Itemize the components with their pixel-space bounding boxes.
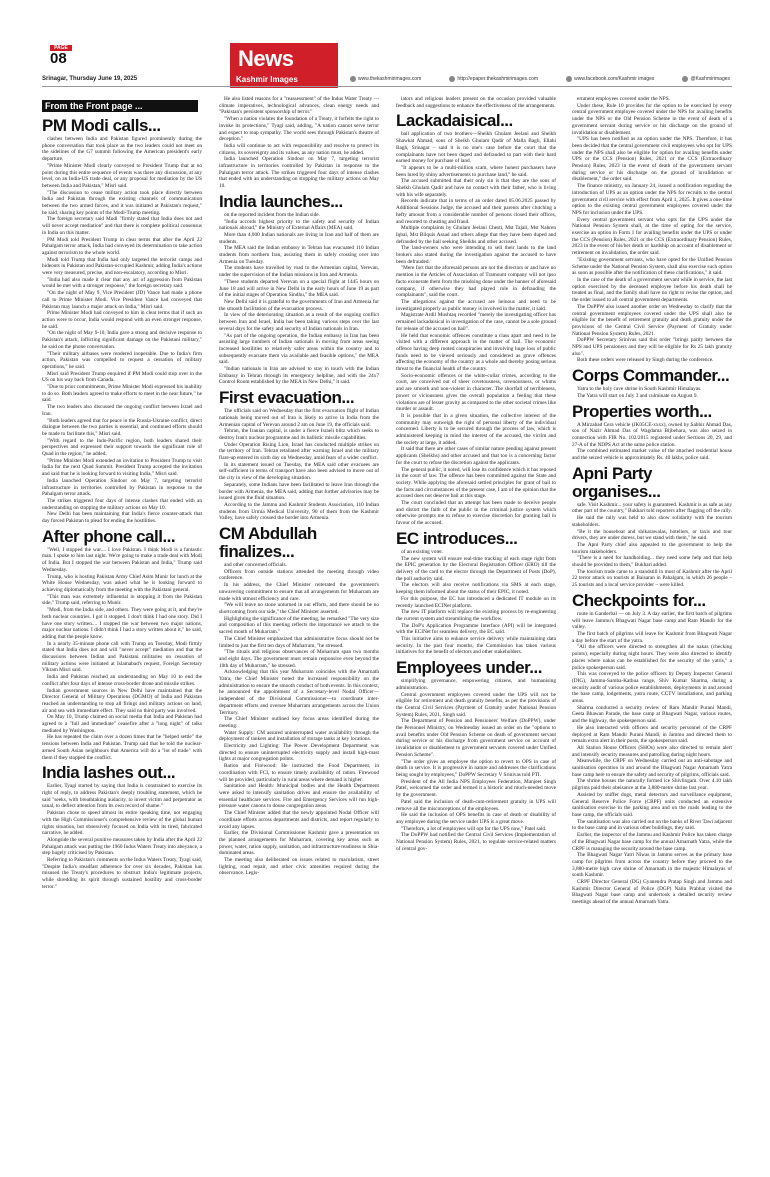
article-paragraph: India and Pakistan reached an understanding on May 10 to end the conflict after four days of intense cross-border drone and missile strikes.	[42, 674, 202, 687]
article-paragraph: "India accords highest priority to the safety and security of Indian nationals abroad," the Ministry of External Affairs (MEA) said.	[219, 218, 379, 232]
article-paragraph: "The discussion to cease military action took place directly between India and Pakistan through the existing channels of communication between the two armed forces, and it was initiated at Pakistan's request," he said, sharing key points of the Modi-Trump meeting.	[42, 189, 202, 216]
article-paragraph: He also interacted with officers and security personnel of the CRPF deployed at Ram Mandir Purani Mandi, in Jammu and directed them to remain extra alert in their posts, the spokesperson said.	[572, 724, 732, 745]
news-logo-subtitle: Kashmir Images	[236, 75, 298, 84]
article-paragraph: Officers from outside stations attended the meeting through video conference.	[219, 568, 379, 582]
article-paragraph: Yatra to the holy cave shrine in South Kashmir Himalayas.	[577, 386, 702, 393]
article-headline: First evacuation...	[219, 388, 355, 408]
article-paragraph: The court concluded that an attempt has been made to deceive people and distort the faith of the public in the criminal justice system which otherwise prompts me to refuse to exercise discretion for granting bail in favour of the accused.	[396, 500, 556, 527]
website-link[interactable]: www.thekashmirimages.com	[350, 76, 421, 82]
article-headline: Corps Commander...	[572, 366, 730, 386]
article-paragraph: The DoPPW had notified the Central Civil Services (Implementation of National Pension System) Rules, 2021, to regulate service-related matters of central gov-	[396, 832, 556, 852]
facebook-link[interactable]: www.facebook.com/Kashmir images	[566, 76, 654, 82]
article-paragraph: "Well, I stopped the war.... I love Pakistan. I think Modi is a fantastic man. I spoke to him last night. We're going to make a trade deal with Modi of India. But I stopped the war between Pakistan and India," Trump said Wednesday.	[42, 546, 202, 573]
article-paragraph: This initiative aims to enhance service delivery while maintaining data security. In the past four months, the Commission has taken various initiatives for the benefit of electors and other stakeholders.	[396, 636, 556, 656]
article-paragraph: President of the All India NPS Employees Federation, Manjeet Singh Patel, welcomed the order and termed it a historic and much-needed move by the government.	[396, 778, 556, 799]
column-2	[219, 96, 379, 1166]
article-paragraph: "India had also made it clear that any act of aggression from Pakistan would be met with a stronger response," the foreign secretary said.	[42, 276, 202, 290]
article-paragraph: He said the inclusion of OPS benefits in case of death or disability of any employee during the service under UPS is a great move.	[396, 812, 556, 825]
article-paragraph: On May 10, Trump claimed on social media that India and Pakistan had agreed to a "full and immediate" ceasefire after a "long night" of talks mediated by Washington.	[42, 714, 202, 734]
article-headline: CM Abdullah finalizes...	[219, 524, 317, 562]
article-paragraph: The first batch of pilgrims will leave for Kashmir from Bhagwati Nagar a day before the start of the yatra.	[572, 631, 732, 644]
article-paragraph: Every central government servant who opts for the UPS under the National Pension System shall, at the time of opting for the service, exercise an option in Form 1 for availing benefits under the UPS or under the CCS (Pension) Rules, 2021 or the CCS (Extraordinary Pension) Rules, 2023 in the event of his/her death or hardship on account of disablement or retirement on invalidation, the order said.	[572, 216, 732, 257]
article-paragraph: The land-owners who were intending to sell their lands to the land brokers also stated during the investigation against the accused to have been defrauded.	[396, 245, 556, 265]
article-paragraph: "This man was extremely influential in stopping it from the Pakistan side," Trump said, referring to Munir.	[42, 593, 202, 607]
article-paragraph: The allegations against the accused are heinous and need to be investigated properly as public money is involved in the matter, it said.	[396, 298, 556, 312]
article-paragraph: Under Operation Rising Lion, Israel has conducted multiple strikes on the territory of Iran. Tehran retaliated after warning Israel and the military flare-up entered its sixth day on Wednesday, amid fears of a wider conflict.	[219, 441, 379, 462]
article-paragraph: The MEA said the Indian embassy in Tehran has evacuated 110 Indian students from northern Iran, assisting them in safely crossing over into Armenia on Tuesday.	[219, 245, 379, 265]
article-paragraph: Meanwhile, the CRPF on Wednesday carried out an anti-sabotage and sanitisation operation in and around the Bhagwati Nagar Amarnath Yatra base camp here to ensure the safety and security of pilgrims, officials said.	[572, 758, 732, 778]
article-paragraph: The Apni Party chief also appealed to the government to help the tourism stakeholders.	[572, 541, 732, 555]
article-paragraph: In a nearly 35-minute phone call with Trump on Tuesday, Modi firmly stated that India does not and will "never accept" mediation and that the discussions between Indian and Pakistani militaries on cessation of military actions were initiated at Islamabad's request, Foreign Secretary Vikram Misri said.	[42, 640, 202, 674]
article-paragraph: Earlier, the Divisional Commissioner Kashmir gave a presentation on the planned arrangements for Muharram, covering key areas such as power, water, ration supply, sanitation, and infrastructure readiness in Shia-dominated areas.	[219, 830, 379, 857]
article-paragraph: Under these, Rule 10 provides for the option to be exercised by every central government employee covered under the NPS for availing benefits under the NPS or the Old Pension Scheme in the event of death of a government servant during service or his discharge on the ground of invalidation or disablement.	[572, 102, 732, 136]
article-paragraph: He also listed reasons for a "reassessment" of the Indus Water Treaty — climate imperatives, technological advances, clean energy needs and "Pakistan's persistent sponsorship of terror."	[219, 96, 379, 116]
article-paragraph: The foreign secretary said Modi "firmly stated that India does not and will never accept mediation" and that there is complete political consensus in India on this matter.	[42, 216, 202, 236]
globe-icon	[449, 76, 455, 82]
article-paragraph: The accused submitted that their only sin is that they are the sons of Sheikh Ghulam Qadir and have no contact with their father, who is living with his wife separately.	[396, 178, 556, 198]
article-paragraph: The combined estimated market value of the attached residential house and the seized vehicle is approximately Rs. 40 lakhs, police said.	[572, 448, 732, 462]
article-paragraph: "Be it the houseboat and shikarawalas, hoteliers, or taxis and tour drivers, they are under duress, but we stand with them," he said.	[572, 528, 732, 542]
masthead-rule	[42, 86, 732, 87]
article-paragraph: New Delhi has been maintaining that India's fierce counter-attack that day forced Pakistan to plead for ending the hostilities.	[42, 511, 202, 525]
article-paragraph: He said the rally was held to also show solidarity with the tourism stakeholders.	[572, 515, 732, 528]
article-paragraph: In his address, the Chief Minister reiterated the government's unwavering commitment to ensure that all arrangements for Muharram are made with utmost efficiency and care.	[219, 582, 379, 602]
article-paragraph: clashes between India and Pakistan figured prominently during the phone conversation that took place as the two leaders could not meet on the sidelines of the G7 summit following the American president's early departure.	[42, 136, 202, 163]
article-paragraph: "Both leaders agreed that for peace in the Russia-Ukraine conflict, direct dialogue between the two parties is essential, and continued efforts should be made to facilitate this," Misri said.	[42, 417, 202, 437]
article-paragraph: "Modi, from the India side, and others. They were going at it, and they're both nuclear countries. I got it stopped. I don't think I had one story. Did I have one story written.... I stopped the war between two major nations, major nuclear nations. I didn't think I had a story written about it," he said, adding that the people know.	[42, 607, 202, 640]
article-paragraph: It said that there are other cases of similar nature pending against present applicants (Sheikhs) and other accused and that too is a concerning factor for the court to refuse the discretion against the applicants.	[396, 446, 556, 466]
news-logo: News	[238, 46, 294, 71]
article-paragraph: New Delhi said it is grateful to the governments of Iran and Armenia for the smooth facilitation of the evacuation process.	[219, 298, 379, 312]
article-paragraph: He held that economic offences constitute a class apart and need to be visited with a different approach in the matter of bail. The economic offence having deep rooted conspiracies and involving huge loss of public funds need to be viewed seriously and considered as grave offences affecting the economy of the country as a whole and thereby posing serious threat to the financial health of the country.	[396, 332, 556, 373]
globe-icon	[350, 76, 356, 82]
page-label: PAGE	[50, 45, 72, 51]
article-paragraph: The Chief Minister outlined key focus areas identified during the meeting:	[219, 716, 379, 729]
column-4	[572, 96, 732, 1166]
article-paragraph: "When a nation violates the foundation of a Treaty, it forfeits the right to invoke its protections," Tyagi said, adding, "A nation cannot serve terror and expect to reap sympathy. The world sees through Pakistan's theatre of deception."	[219, 116, 379, 143]
article-paragraph: Patel said the inclusion of death-cum-retirement gratuity in UPS will remove all the misconceptions of the employees.	[396, 798, 556, 812]
article-paragraph: "The order gives an employee the option to revert to OPS in case of death in service. It is progressive in nature and addresses the clarifications being sought by employees," DoPPW Secretary V Srinivas told PTI.	[396, 758, 556, 778]
article-paragraph: Earlier, the inspector of the Jammu and Kashmir Police has taken charge of the Bhagwati Nagar base camp for the annual Amarnath Yatra, while the CRPF is managing the security around the base camp.	[572, 832, 732, 852]
article-paragraph: Separately, some Indians have been facilitated to leave Iran through the border with Armenia, the MEA said, adding that further advisories may be issued given the fluid situation.	[219, 481, 379, 502]
article-headline: Checkpoints for...	[572, 590, 706, 610]
article-headline: Employees under...	[396, 658, 542, 678]
article-paragraph: It is possible that in a given situation, the collective interest of the community may outweigh the right of personal liberty of the individual concerned. Liberty is to be secured through the process of law, which is administered keeping in mind the interest of the accused, the victim and the society at large, it added.	[396, 412, 556, 446]
article-headline: Apni Party organises...	[572, 463, 661, 501]
article-paragraph: Magistrate Ardil Mushtaq recorded "merely the investigating officer has remained lackadaisical in investigation of the case, cannot be a sole ground for release of the accused on bail".	[396, 312, 556, 332]
article-paragraph: The meeting also deliberated on issues related to maculatism, street lighting, road repair, and other civic amenities required during the observance. Legis-	[219, 857, 379, 877]
article-paragraph: Modi told Trump that India had only targeted the terrorist camps and hideouts in Pakistan and Pakistan-occupied Kashmir, adding India's actions were very measured, precise, and non-escalatory, according to Misri.	[42, 256, 202, 277]
article-paragraph: "Their military airbases were rendered inoperable. Due to India's firm action, Pakistan was compelled to request a cessation of military operations," he said.	[42, 350, 202, 370]
article-columns	[42, 96, 732, 1166]
article-paragraph: "With regard to the Indo-Pacific region, both leaders shared their perspectives and expressed their support towards the significant role of Quad in the region," he added.	[42, 437, 202, 458]
article-paragraph: This was conveyed to the police officers by Deputy Inspector General (DIG), Jammu-Samba-Kathua range, Shiv Kumar Sharma, during a security audit of various police establishments, deployments in and around the base camp, lodgements, yatra route, CCTV installations, and parking areas.	[572, 671, 732, 705]
article-paragraph: Ration and Firewood: He instructed the Food Department, in coordination with FCI, to ensure timely availability of ration. Firewood will be provided, particularly in rural areas where demand is higher.	[219, 763, 379, 783]
article-paragraph: Water Supply: CM assured uninterrupted water availability through the deployment of tankers and installation of storage tanks at key locations.	[219, 729, 379, 743]
article-paragraph: The Yatra will start on July 3 and culminate on August 9.	[577, 392, 698, 399]
page-number: 08	[50, 50, 67, 67]
article-paragraph: DoPPW Secretary Srinivas said this order "brings parity between the NPS and UPS pensioners and they will be eligible for Rs 25 lakh gratuity also".	[572, 337, 732, 357]
article-paragraph: All Station House Officers (SHOs) were also directed to remain alert and intensify security measures and patrolling during night hours.	[572, 744, 732, 758]
section-banner: From the Front page ...	[42, 100, 198, 112]
article-paragraph: "Therefore, a lot of employees will opt for the UPS now," Patel said.	[401, 825, 547, 832]
article-headline: India lashes out...	[42, 763, 176, 783]
article-paragraph: India launched Operation Sindoor on May 7, targeting terrorist infrastructure in territories controlled by Pakistan in response to the Pahalgam terror attack. The strikes triggered four days of intense clashes that ended with an understanding on stopping the military actions on May 10.	[219, 156, 379, 190]
article-paragraph: Electricity and Lighting: The Power Development Department was directed to ensure uninterrupted electricity supply and install high-mast lights at major congregation points.	[219, 743, 379, 763]
article-paragraph: "We will leave no stone unturned in our efforts, and there should be no shortcoming from our side," the Chief Minister asserted.	[219, 602, 379, 615]
article-paragraph: Indian government sources in New Delhi have maintained that the Director General of Military Operations (DGMO) of India and Pakistan reached an understanding to stop all firings and military actions on land, air and sea with immediate effect. They said no third party was involved.	[42, 687, 202, 714]
article-paragraph: safe. Visit Kashmir... your safety is guaranteed. Kashmir is as safe as any other part of the country," Bukhari told reporters after flagging off the rally.	[572, 501, 732, 515]
article-paragraph: Acknowledging that this year Muharram coincides with the Amarnath Yatra, the Chief Minister noted the increased responsibility on the administration to ensure the smooth conduct of both events. In this context, he announced the appointment of a Secretary-level Nodal Officer—independent of the Divisional Commissioner—to coordinate inter-department efforts and oversee Muharram arrangements across the Union Territory.	[219, 669, 379, 716]
article-paragraph: He has repeated the claim over a dozen times that he "helped settle" the tensions between India and Pakistan. Trump said that he told the nuclear-armed South Asian neighbours that America will do a "lot of trade" with them if they stopped the conflict.	[42, 734, 202, 761]
article-paragraph: Both these orders were released by Singh during the conference.	[577, 357, 714, 364]
article-paragraph: The Chief Minister emphasized that administrative focus should not be limited to just the first ten days of Muharram, "he stressed.	[219, 635, 379, 649]
article-paragraph: In the case of the death of a government servant while in service, the last option exercised by the deceased employee before his death shall be treated as final, and the family shall have no right to revise the option, and the order issued to all central government departments.	[572, 276, 732, 304]
article-headline: India launches...	[219, 191, 343, 211]
article-paragraph: Central government employees covered under the UPS will not be eligible for retirement and death gratuity benefits, as per the provisions of the Central Civil Services (Payment of Gratuity under National Pension System) Rules, 2021, Singh said.	[396, 691, 556, 718]
article-paragraph: More than 4,000 Indian nationals are living in Iran and half of them are students.	[219, 231, 379, 245]
article-headline: Lackadaisical...	[396, 111, 513, 131]
article-paragraph: The DoP's Application Programme Interface (API) will be integrated with the ECINet for seamless delivery, the EC said.	[396, 622, 556, 636]
article-paragraph: "On the night of May 9, Vice President (JD) Vance had made a phone call to Prime Minister Modi. Vice President Vance had conveyed that Pakistan may launch a major attack on India," Misri said.	[42, 290, 202, 310]
article-headline: Properties worth...	[572, 401, 712, 421]
article-paragraph: Pakistan chose to speed almost its entire speaking time, not engaging with the High Commissioner's comprehensive review of the global human rights situation, but obsessively focused on India with its tired, fabricated narrative, he added.	[42, 810, 202, 837]
article-paragraph: The DoPPW also issued another order on Wednesday to clarify that the central government employees covered under the UPS shall also be eligible for the benefit of retirement gratuity and death gratuity under the provisions of the Central Civil Service (Payment of Gratuity under National Pension System) Rules, 2021.	[572, 303, 732, 337]
article-paragraph: The electors will also receive notifications via SMS at each stage, keeping them informed about the status of their EPIC, it noted.	[396, 582, 556, 596]
epaper-link[interactable]: http://epaper.thekashmirimages.com	[449, 76, 538, 82]
article-paragraph: The Bhagwati Nagar Yatri Niwas in Jammu serves as the primary base camp for pilgrims from across the country before they proceed to the 3,880-metre high cave shrine of Amarnath in the majestic Himalayas of south Kashmir.	[572, 852, 732, 879]
article-paragraph: India will continue to act with responsibility and resolve to protect its citizens, its sovereignty and its values, as any nation must, he added.	[219, 142, 379, 156]
twitter-link[interactable]: @Kashmirimages	[682, 76, 730, 82]
article-paragraph: The Chief Minister added that the newly appointed Nodal Officer will coordinate efforts across departments and districts, and report regularly to avoid any lapses.	[219, 810, 379, 830]
facebook-icon	[566, 76, 572, 82]
dateline: Srinagar, Thursday June 19, 2025	[42, 76, 138, 82]
article-paragraph: A Mirzabad Cera vehicle (JK05CE-xxxx), owned by Sabbir Ahmad Das, son of Nazir Ahmad Das of Wagdama Bijbehara, was also seized in connection with FIR No. 102/2015 registered under Sections 20, 29, and 27-A of the NDPS Act at the same police station.	[572, 421, 732, 448]
article-headline: After phone call...	[42, 526, 176, 546]
article-paragraph: "It appears to be a multi-million scam, where honest purchasers have been lured by shiny advertisements to purchase land," he said.	[396, 164, 556, 178]
article-paragraph: Referring to Pakistan's comments on the Indus Waters Treaty, Tyagi said, "Despite India's steadfast adherence for over six decades, Pakistan has misused the Treaty's procedures to obstruct India's legitimate projects, while shredding its spirit through sustained hostility and cross-border terror."	[42, 857, 202, 890]
article-paragraph: "The rituals and religious observances of Muharram span two months and eight days. The government must remain responsive even beyond the 10th day of Muharram," he stressed.	[219, 649, 379, 669]
masthead	[0, 0, 770, 88]
article-paragraph: The strikes triggered four days of intense clashes that ended with an understanding on stopping the military actions on May 10.	[42, 497, 202, 511]
article-paragraph: CRPF Director General (DG) Gyanendra Pratap Singh and Jammu and Kashmir Director General of Police (DGP) Nalin Prabhat visited the Bhagwati Nagar base camp and undertook a detailed security review meetings ahead of the annual Amarnath Yatra.	[572, 879, 732, 906]
twitter-icon	[682, 76, 688, 82]
article-paragraph: The general public, it noted, will lose its confidence which it has reposed in the court of law. The offence has been committed against the State and society. While applying the aforesaid settled principles for grant of bail to the facts and circumstances of the present case, I am of the opinion that the accused does not deserve bail at this stage.	[396, 466, 556, 500]
article-headline: PM Modi calls...	[42, 116, 161, 135]
article-paragraph: The new IT platform will replace the existing process by re-engineering the current system and streamlining the workflow.	[396, 609, 556, 622]
article-paragraph: "On the night of May 9-10, India gave a strong and decisive response to Pakistan's attack, inflicting significant damage on the Pakistani military," he said on the phone conversation.	[42, 330, 202, 350]
article-paragraph: The sanitisation was also carried out on the banks of River Tawi adjacent to the base camp and in various other buildings, they said.	[572, 818, 732, 832]
article-paragraph: Misri said President Trump enquired if PM Modi could stop over in the US on his way back from Canada.	[42, 370, 202, 384]
article-paragraph: Trump, who is hosting Pakistan Army Chief Asim Munir for lunch at the White House Wednesday, was asked what he is looking forward to achieving diplomatically from the meeting with the Pakistani general.	[42, 573, 202, 593]
article-paragraph: The students have travelled by road to the Armenian capital, Yerevan, under the supervision of the Indian missions in Iran and Armenia.	[219, 265, 379, 279]
column-3	[396, 96, 556, 1166]
article-paragraph: The shrine houses the naturally formed ice Shivlingam. Over 4.10 lakh pilgrims paid their obeisance at the 3,880-metre shrine last year.	[572, 778, 732, 792]
article-paragraph: Socio-economic offences or the white-collar crimes, according to the court, are conceived out of sheer covetousness, ravenousness, or whims and are smooth and non-violent in character. The shortfall of terribleness, power or viciousness gives the overall population a feeling that these violations are of lesser gravity as compared to the other societal crimes like murder or assault.	[396, 372, 556, 413]
article-paragraph: "Prime Minister Modi extended an invitation to President Trump to visit India for the next Quad Summit. President Trump accepted the invitation and said that he is looking forward to visiting India," Misri said.	[42, 457, 202, 478]
article-paragraph: India launched Operation Sindoor on May 7, targeting terrorist infrastructure in territories controlled by Pakistan in response to the Pahalgam terror attack.	[42, 477, 202, 498]
article-paragraph: "Mere fact that the aforesaid persons are not the directors or and have no mention in the Articles of Association of Tramount company will not ipso facto exonerate them from the misdoing done under the banner of aforesaid company, if otherwise they had played role in defrauding the complainants", said the court.	[396, 265, 556, 299]
article-paragraph: lators and religious leaders present on the occasion provided valuable feedback and suggestions to enhance the effectiveness of the arrangements.	[396, 96, 556, 109]
article-paragraph: According to the Jammu and Kashmir Students Association, 110 Indian students from Urmia Medical University, 90 of them from the Kashmir Valley, have safely crossed the border into Armenia.	[219, 501, 379, 522]
article-paragraph: Highlighting the significance of the meeting, he remarked "The very size and composition of this meeting reflects the importance we attach to the sacred month of Muharram."	[219, 615, 379, 636]
article-paragraph: "Prime Minister Modi clearly conveyed to President Trump that at no point during this entire sequence of events was there any discussion, at any level, on an India-US trade deal, or any proposal for mediation by the US between India and Pakistan," Misri said.	[42, 162, 202, 189]
article-paragraph: "All the officers were directed to strengthen all the nakas (checking points), especially during night hours. They were also directed to identify places where nakas can be established for the security of the yatris," a police spokesperson said.	[572, 644, 732, 671]
article-paragraph: Records indicate that in terms of an order dated 05.06.2025 passed by Additional Sessions Judge, the accused and their parents after clutching a hefty amount from a considerable number of persons closed their offices, and resorted to cheating and fraud.	[396, 198, 556, 225]
column-1	[42, 96, 202, 1166]
article-paragraph: Tehran, the Iranian capital, is under a fierce Israeli blitz which seeks to destroy Iran's nuclear programme and its ballistic missile capabilities.	[219, 428, 379, 441]
article-paragraph: The officials said on Wednesday that the first evacuation flight of Indian nationals being moved out of Iran is likely to arrive in India from the Armenian capital of Yerevan around 2 am on June 19, the officials said.	[219, 408, 379, 428]
article-paragraph: on the reported incident from the Indian side.	[224, 211, 320, 218]
article-paragraph: of an existing voter.	[401, 548, 444, 555]
article-paragraph: In view of the deteriorating situation as a result of the ongoing conflict between Iran and Israel, India has been taking various steps over the last several days for the safety and security of Indian nationals in Iran.	[219, 312, 379, 332]
article-paragraph: Prime Minister Modi had conveyed to him in clear terms that if such an action were to occur, India would respond with an even stronger response, he said.	[42, 310, 202, 330]
article-paragraph: "Existing government servants, who have opted for the Unified Pension Scheme under the National Pension System, shall also exercise such option as soon as possible after the notification of these clarifications," it said.	[572, 256, 732, 277]
article-paragraph: For this purpose, the EC has introduced a dedicated IT module on its recently launched ECINet platform.	[396, 595, 556, 609]
article-paragraph: "Indian nationals in Iran are advised to stay in touch with the Indian Embassy in Tehran through its emergency helpline, and with the 24x7 Control Room established by the MEA in New Delhi," it said.	[219, 366, 379, 386]
article-paragraph: "As part of the ongoing operation, the Indian embassy in Iran has been assisting large numbers of Indian nationals in moving from areas seeing increased hostilities to relatively safer areas within the country and to subsequently evacuate them via available and feasible options," the MEA said.	[219, 332, 379, 366]
article-paragraph: Sanitation and Health: Municipal bodies and the Health Department were asked to intensify sanitation drives and ensure the availability of essential healthcare services. Fire and Emergency Services will run high-pressure water canons to douse congregation areas.	[219, 783, 379, 810]
article-paragraph: "There is a need for handholding... they need some help and that help should be provided to them," Bukhari added.	[572, 555, 732, 569]
social-links	[350, 76, 730, 82]
article-paragraph: The new system will ensure real-time tracking of each stage right from the EPIC generation by the Electoral Registration Officer (ERO) till the delivery of the card to the elector through the Department of Posts (DoP), the poll authority said.	[396, 555, 556, 582]
article-paragraph: Earlier, Tyagi started by saying that India is constrained to exercise its right of reply, to address Pakistan's deeply troubling statement, which he said "seeks, with breathtaking audacity, to invert victim and perpetrator as usual, to deflect attention from its own record of shame."	[42, 783, 202, 810]
article-paragraph: PM Modi told President Trump in clear terms that after the April 22 Pahalgam terror attack, India had conveyed its determination to take action against terrorism to the whole world.	[42, 236, 202, 256]
article-paragraph: route in Ganderbal — on July 3. A day earlier, the first batch of pilgrims will leave Jammu's Bhagwati Nagar base camp and Ram Mandir for the valley.	[572, 610, 732, 631]
article-paragraph: "UPS has been notified as an option under the NPS. Therefore, it has been decided that the central government civil employees who opt for UPS under the NPS shall also be eligible for option for availing benefits under UPS or the CCS (Pension) Rules, 2021 or the CCS (Extraordinary Pension) Rules, 2023 in the event of death of the government servant during service or his discharge on the ground of invalidation or disablement," the order said.	[572, 136, 732, 183]
article-paragraph: Assisted by sniffer dogs, metal detectors and surveillance equipment, General Reserve Police Force (CRPF) units conducted an extensive sanitisation exercise in the parking area and on the roads leading to the base camp, the officials said.	[572, 791, 732, 818]
article-paragraph: The finance ministry, on January 24, issued a notification regarding the introduction of UPS as an option under the NPS for recruits to the central government civil service with effect from April 1, 2025. It gives a one-time option to the existing central government employees covered under the NPS for inclusion under the UPS.	[572, 183, 732, 216]
article-paragraph: and other concerned officials.	[224, 562, 287, 569]
article-paragraph: "Due to prior commitments, Prime Minister Modi expressed his inability to do so. Both leaders agreed to make efforts to meet in the near future," he said.	[42, 384, 202, 404]
article-headline: EC introduces...	[396, 528, 518, 548]
article-paragraph: Multiple complaints by Ghulam Jeelani Chesti, Mst Tajali, Mst Nahren Iqbal, Mst Bilquis Assad and others allege that they have been duped and defrauded by the bail seeking Sheikhs and other accused.	[396, 225, 556, 245]
article-paragraph: The tourism trade came to a standstill in most of Kashmir after the April 22 terror attack on tourists at Baisaran in Pahalgam, in which 26 people – 25 tourists and a local service provider – were killed.	[572, 568, 732, 589]
article-paragraph: Alongside the several punitive measures taken by India after the April 22 Pahalgam attack was putting the 1960 Indus Waters Treaty into abeyance, a step hugely criticised by Pakistan.	[42, 836, 202, 857]
article-paragraph: simplifying governance, empowering citizens, and humanising administration.	[396, 678, 556, 691]
article-paragraph: Sharma conducted a security review of Ram Mandir Purani Mandi, Geeta Bhawan Parade, the base camp at Bhagwati Nagar, various routes, and the highway, the spokesperson said.	[572, 704, 732, 725]
article-paragraph: "These students departed Yerevan on a special flight at 1445 hours on June 18 and will arrive in New Delhi in the early hours of June 19 as part of the initial stages of Operation Sindhu," the MEA said.	[219, 278, 379, 299]
article-paragraph: The two leaders also discussed the ongoing conflict between Israel and Iran.	[42, 404, 202, 417]
article-paragraph: ernment employees covered under the NPS.	[577, 96, 670, 102]
article-paragraph: In its statement issued on Tuesday, the MEA said other evacuees are self-sufficient in terms of transport have also been advised to move out of the city in view of the developing situation.	[219, 461, 379, 482]
article-paragraph: The Department of Pension and Pensioners' Welfare (DoPPW), under the Personnel Ministry, on Wednesday issued an order on the "options to avail benefits under Old Pension Scheme on death of government servant during service or his discharge from government service on account of invalidation or disablement to government servants covered under Unified Pension Scheme".	[396, 718, 556, 758]
article-paragraph: bail application of two brothers—Sheikh Ghulam Jeelani and Sheikh Shawkat Ahmad, sons of Sheikh Ghulam Qadir of Malla Bagh, Ellahi Bagh, Srinagar – said it is no one's case before the court that the complainants have not been duped and defrauded to part with their hard earned money for purchase of land.	[396, 131, 556, 165]
